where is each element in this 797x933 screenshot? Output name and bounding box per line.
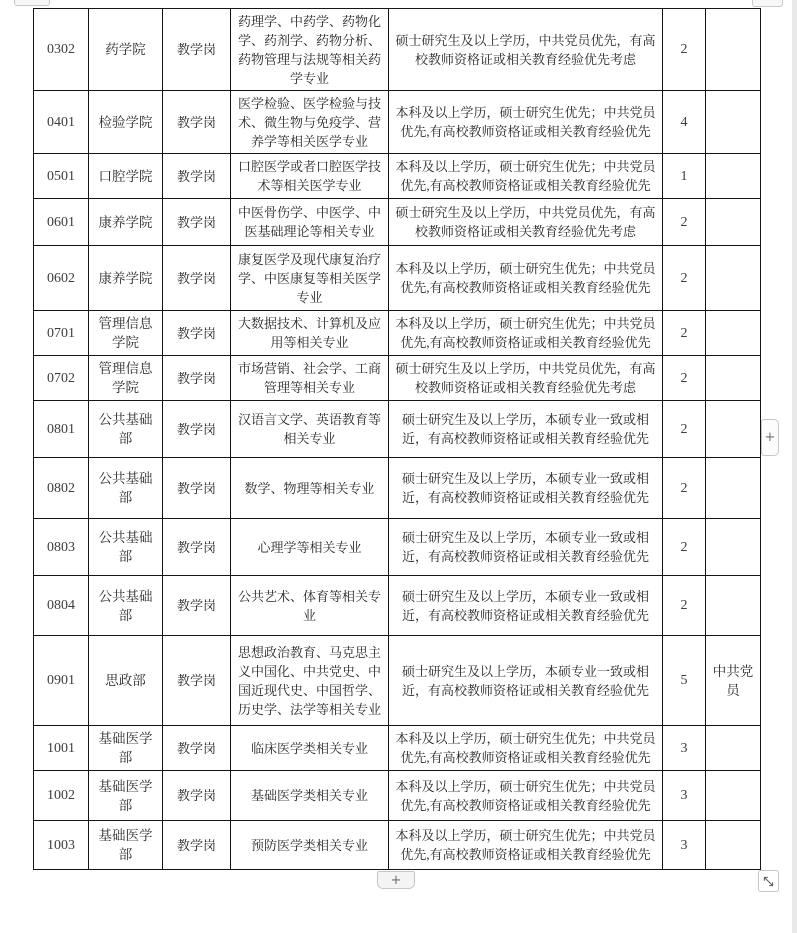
cell-code[interactable]: 1002 (34, 771, 89, 821)
cell-post-type[interactable]: 教学岗 (163, 576, 231, 636)
table-row (34, 636, 761, 726)
cell-requirements[interactable]: 本科及以上学历，硕士研究生优先；中共党员优先,有高校教师资格证或相关教育经验优先 (389, 821, 663, 870)
cell-department[interactable]: 思政部 (89, 636, 163, 726)
cell-major[interactable]: 大数据技术、计算机及应用等相关专业 (231, 311, 389, 356)
cell-requirements[interactable]: 本科及以上学历，硕士研究生优先；中共党员优先,有高校教师资格证或相关教育经验优先 (389, 154, 663, 199)
cell-remark[interactable] (706, 576, 761, 636)
cell-count[interactable]: 2 (663, 519, 706, 576)
plus-icon: + (390, 872, 402, 888)
cell-department[interactable]: 管理信息学院 (89, 356, 163, 401)
cell-count[interactable]: 2 (663, 401, 706, 458)
table-row (34, 726, 761, 771)
cell-requirements[interactable]: 本科及以上学历，硕士研究生优先；中共党员优先,有高校教师资格证或相关教育经验优先 (389, 246, 663, 311)
cell-post-type[interactable]: 教学岗 (163, 9, 231, 91)
cell-requirements[interactable]: 硕士研究生及以上学历，中共党员优先，有高校教师资格证或相关教育经验优先考虑 (389, 9, 663, 91)
cell-requirements[interactable]: 本科及以上学历，硕士研究生优先；中共党员优先,有高校教师资格证或相关教育经验优先 (389, 726, 663, 771)
cell-post-type[interactable]: 教学岗 (163, 356, 231, 401)
cell-count[interactable]: 3 (663, 726, 706, 771)
cell-post-type[interactable]: 教学岗 (163, 401, 231, 458)
cell-requirements[interactable]: 硕士研究生及以上学历，中共党员优先，有高校教师资格证或相关教育经验优先考虑 (389, 356, 663, 401)
cell-remark[interactable] (706, 246, 761, 311)
cell-department[interactable]: 公共基础部 (89, 458, 163, 519)
cell-requirements[interactable]: 本科及以上学历，硕士研究生优先；中共党员优先,有高校教师资格证或相关教育经验优先 (389, 91, 663, 154)
cut-off-control-top-right[interactable] (752, 0, 783, 7)
cell-code[interactable]: 0401 (34, 91, 89, 154)
cell-major[interactable]: 预防医学类相关专业 (231, 821, 389, 870)
cell-department[interactable]: 公共基础部 (89, 519, 163, 576)
plus-icon: + (764, 430, 776, 445)
cell-major[interactable]: 中医骨伤学、中医学、中医基础理论等相关专业 (231, 199, 389, 246)
cell-department[interactable]: 康养学院 (89, 246, 163, 311)
cell-code[interactable]: 0602 (34, 246, 89, 311)
cell-requirements[interactable]: 硕士研究生及以上学历，本硕专业一致或相近，有高校教师资格证或相关教育经验优先 (389, 576, 663, 636)
cell-major[interactable]: 基础医学类相关专业 (231, 771, 389, 821)
cell-remark[interactable]: 中共党员 (706, 636, 761, 726)
cell-code[interactable]: 1001 (34, 726, 89, 771)
cell-department[interactable]: 口腔学院 (89, 154, 163, 199)
cell-department[interactable]: 康养学院 (89, 199, 163, 246)
table-row (34, 519, 761, 576)
table-row (34, 821, 761, 870)
cell-department[interactable]: 检验学院 (89, 91, 163, 154)
cell-post-type[interactable]: 教学岗 (163, 154, 231, 199)
cell-major[interactable]: 数学、物理等相关专业 (231, 458, 389, 519)
cell-post-type[interactable]: 教学岗 (163, 636, 231, 726)
cell-post-type[interactable]: 教学岗 (163, 246, 231, 311)
cell-code[interactable]: 0901 (34, 636, 89, 726)
cell-count[interactable]: 2 (663, 356, 706, 401)
cell-department[interactable]: 管理信息学院 (89, 311, 163, 356)
cell-major[interactable]: 医学检验、医学检验与技术、微生物与免疫学、营养学等相关医学专业 (231, 91, 389, 154)
cut-off-control-top-left[interactable] (14, 0, 50, 6)
cell-code[interactable]: 0802 (34, 458, 89, 519)
cell-requirements[interactable]: 硕士研究生及以上学历，本硕专业一致或相近，有高校教师资格证或相关教育经验优先 (389, 458, 663, 519)
cell-remark[interactable] (706, 311, 761, 356)
table-row (34, 458, 761, 519)
recruitment-table (33, 8, 761, 870)
table-resize-handle[interactable] (758, 870, 779, 892)
cell-requirements[interactable]: 本科及以上学历，硕士研究生优先；中共党员优先,有高校教师资格证或相关教育经验优先 (389, 771, 663, 821)
cell-code[interactable]: 0501 (34, 154, 89, 199)
cell-code[interactable]: 0601 (34, 199, 89, 246)
cell-count[interactable]: 3 (663, 771, 706, 821)
table-row (34, 401, 761, 458)
cell-requirements[interactable]: 硕士研究生及以上学历，中共党员优先，有高校教师资格证或相关教育经验优先考虑 (389, 199, 663, 246)
table-row (34, 91, 761, 154)
cell-post-type[interactable]: 教学岗 (163, 199, 231, 246)
cell-code[interactable]: 0804 (34, 576, 89, 636)
cell-department[interactable]: 药学院 (89, 9, 163, 91)
cell-major[interactable]: 汉语言文学、英语教育等相关专业 (231, 401, 389, 458)
cell-requirements[interactable]: 硕士研究生及以上学历，本硕专业一致或相近，有高校教师资格证或相关教育经验优先 (389, 636, 663, 726)
cell-post-type[interactable]: 教学岗 (163, 311, 231, 356)
cell-remark[interactable] (706, 199, 761, 246)
cell-code[interactable]: 0302 (34, 9, 89, 91)
cell-count[interactable]: 2 (663, 9, 706, 91)
cell-remark[interactable] (706, 519, 761, 576)
cell-major[interactable]: 心理学等相关专业 (231, 519, 389, 576)
cell-remark[interactable] (706, 91, 761, 154)
table-row (34, 199, 761, 246)
cell-code[interactable]: 0803 (34, 519, 89, 576)
cell-remark[interactable] (706, 401, 761, 458)
cell-remark[interactable] (706, 821, 761, 870)
table-row (34, 576, 761, 636)
cell-requirements[interactable]: 硕士研究生及以上学历，本硕专业一致或相近，有高校教师资格证或相关教育经验优先 (389, 519, 663, 576)
table-body (34, 9, 761, 870)
cell-department[interactable]: 基础医学部 (89, 726, 163, 771)
cell-count[interactable]: 4 (663, 91, 706, 154)
cell-remark[interactable] (706, 356, 761, 401)
cell-major[interactable]: 药理学、中药学、药物化学、药剂学、药物分析、药物管理与法规等相关药学专业 (231, 9, 389, 91)
cell-requirements[interactable]: 硕士研究生及以上学历，本硕专业一致或相近，有高校教师资格证或相关教育经验优先 (389, 401, 663, 458)
cell-post-type[interactable]: 教学岗 (163, 458, 231, 519)
table-row (34, 311, 761, 356)
viewport-edge-strip (792, 0, 797, 933)
cell-department[interactable]: 公共基础部 (89, 576, 163, 636)
add-column-button[interactable] (761, 419, 779, 456)
cell-count[interactable]: 3 (663, 821, 706, 870)
cell-major[interactable]: 口腔医学或者口腔医学技术等相关医学专业 (231, 154, 389, 199)
cell-post-type[interactable]: 教学岗 (163, 91, 231, 154)
cell-count[interactable]: 2 (663, 246, 706, 311)
table-row (34, 154, 761, 199)
cell-code[interactable]: 0701 (34, 311, 89, 356)
resize-diagonal-icon (761, 874, 776, 889)
cell-major[interactable]: 市场营销、社会学、工商管理等相关专业 (231, 356, 389, 401)
cell-code[interactable]: 0702 (34, 356, 89, 401)
cell-remark[interactable] (706, 458, 761, 519)
cell-count[interactable]: 1 (663, 154, 706, 199)
cell-department[interactable]: 公共基础部 (89, 401, 163, 458)
cell-count[interactable]: 2 (663, 311, 706, 356)
cell-department[interactable]: 基础医学部 (89, 771, 163, 821)
cell-requirements[interactable]: 本科及以上学历，硕士研究生优先；中共党员优先,有高校教师资格证或相关教育经验优先 (389, 311, 663, 356)
table-row (34, 771, 761, 821)
cell-post-type[interactable]: 教学岗 (163, 821, 231, 870)
cell-post-type[interactable]: 教学岗 (163, 726, 231, 771)
table-row (34, 9, 761, 91)
cell-major[interactable]: 思想政治教育、马克思主义中国化、中共党史、中国近现代史、中国哲学、历史学、法学等相关专业 (231, 636, 389, 726)
cell-major[interactable]: 公共艺术、体育等相关专业 (231, 576, 389, 636)
table-row (34, 246, 761, 311)
cell-remark[interactable] (706, 154, 761, 199)
cell-post-type[interactable]: 教学岗 (163, 771, 231, 821)
cell-post-type[interactable]: 教学岗 (163, 519, 231, 576)
add-row-button[interactable] (377, 871, 415, 889)
cell-count[interactable]: 2 (663, 458, 706, 519)
cell-remark[interactable] (706, 771, 761, 821)
table-row (34, 356, 761, 401)
cell-count[interactable]: 2 (663, 576, 706, 636)
cell-remark[interactable] (706, 726, 761, 771)
cell-department[interactable]: 基础医学部 (89, 821, 163, 870)
cell-major[interactable]: 临床医学类相关专业 (231, 726, 389, 771)
cell-count[interactable]: 2 (663, 199, 706, 246)
cell-major[interactable]: 康复医学及现代康复治疗学、中医康复等相关医学专业 (231, 246, 389, 311)
cell-count[interactable]: 5 (663, 636, 706, 726)
cell-code[interactable]: 0801 (34, 401, 89, 458)
cell-code[interactable]: 1003 (34, 821, 89, 870)
cell-remark[interactable] (706, 9, 761, 91)
